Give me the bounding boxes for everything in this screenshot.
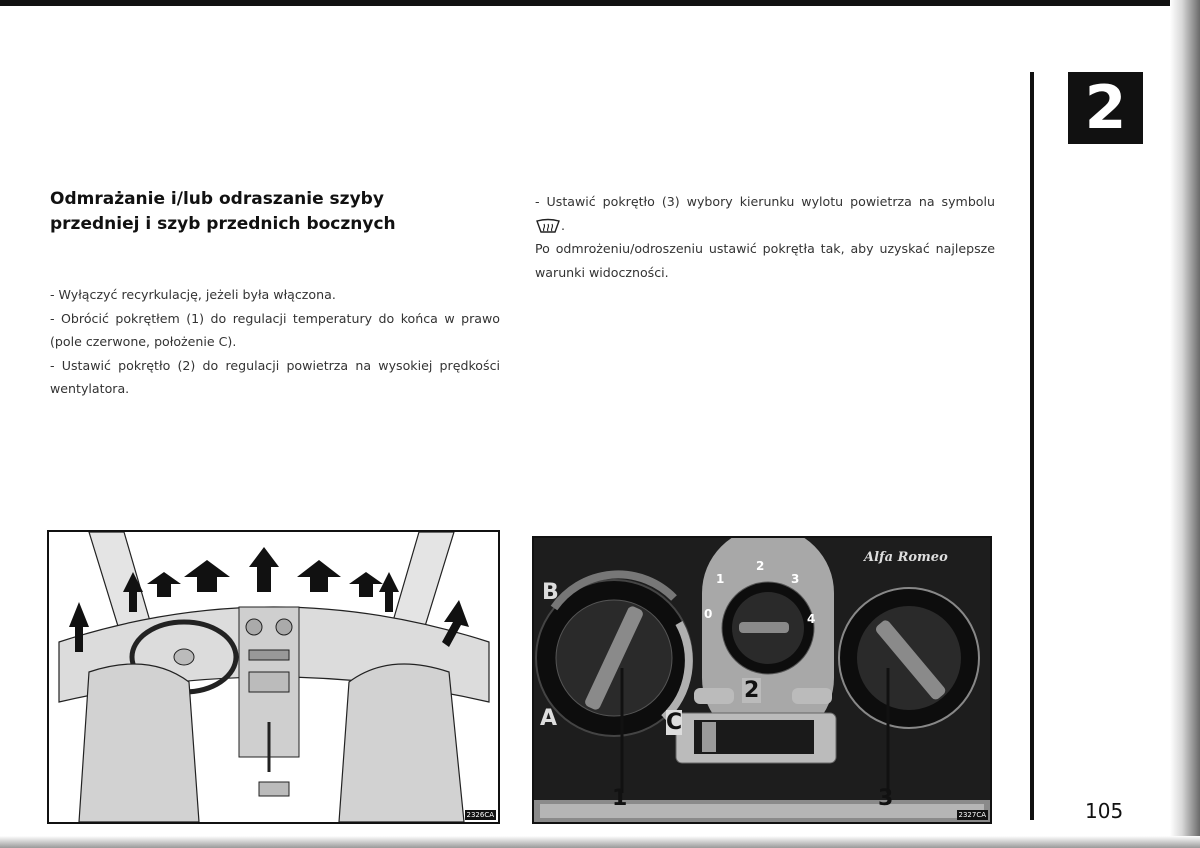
- instruction-4-end: .: [561, 217, 566, 233]
- instruction-3: - Ustawić pokrętło (2) do regulacji powietrza na wysokiej prędkości wentylatora.: [50, 357, 500, 396]
- label-knob-3: 3: [878, 786, 894, 811]
- page-top-edge: [0, 0, 1200, 6]
- fan-knob-grip: [739, 622, 789, 633]
- fan-speed-0: 0: [704, 607, 713, 621]
- figure-code: 2326CA: [466, 811, 494, 819]
- fan-speed-2: 2: [756, 559, 765, 573]
- instruction-2: - Obrócić pokrętłem (1) do regulacji temperatury do końca w prawo (pole czerwone, położenie C).: [50, 310, 500, 349]
- instruction-1: - Wyłączyć recyrkulację, jeżeli była włączona.: [50, 287, 336, 302]
- label-c: C: [666, 710, 683, 735]
- climate-control-figure: [532, 536, 992, 824]
- figure-code: 2327CA: [958, 811, 986, 819]
- chapter-badge: 2: [1068, 72, 1143, 144]
- fan-speed-4: 4: [807, 612, 816, 626]
- dashboard-illustration: [49, 532, 498, 822]
- climate-panel-illustration: [534, 538, 990, 822]
- fan-speed-3: 3: [791, 572, 800, 586]
- windshield-defrost-icon: [535, 218, 561, 234]
- right-column: [535, 190, 995, 284]
- dashboard-airflow-figure: [47, 530, 500, 824]
- label-b: B: [542, 580, 559, 605]
- margin-rule: [1030, 72, 1034, 820]
- section-title: Odmrażanie i/lub odraszanie szyby przedniej i szyb przednich bocznych: [50, 189, 396, 234]
- page-right-edge: [1170, 0, 1200, 848]
- page-bottom-edge: [0, 836, 1200, 848]
- instruction-4-text: - Ustawić pokrętło (3) wybory kierunku wylotu powietrza na symbolu: [535, 194, 995, 209]
- page-number: 105: [1085, 799, 1124, 823]
- left-column: [50, 283, 500, 401]
- label-knob-2: 2: [744, 678, 760, 703]
- fan-speed-1: 1: [716, 572, 725, 586]
- label-knob-1: 1: [612, 786, 628, 811]
- instruction-4: [535, 190, 995, 237]
- label-a: A: [540, 706, 558, 731]
- instruction-5: Po odmrożeniu/odroszeniu ustawić pokrętła tak, aby uzyskać najlepsze warunki widoczności.: [535, 241, 995, 280]
- brand-logo: Alfa Romeo: [864, 550, 948, 565]
